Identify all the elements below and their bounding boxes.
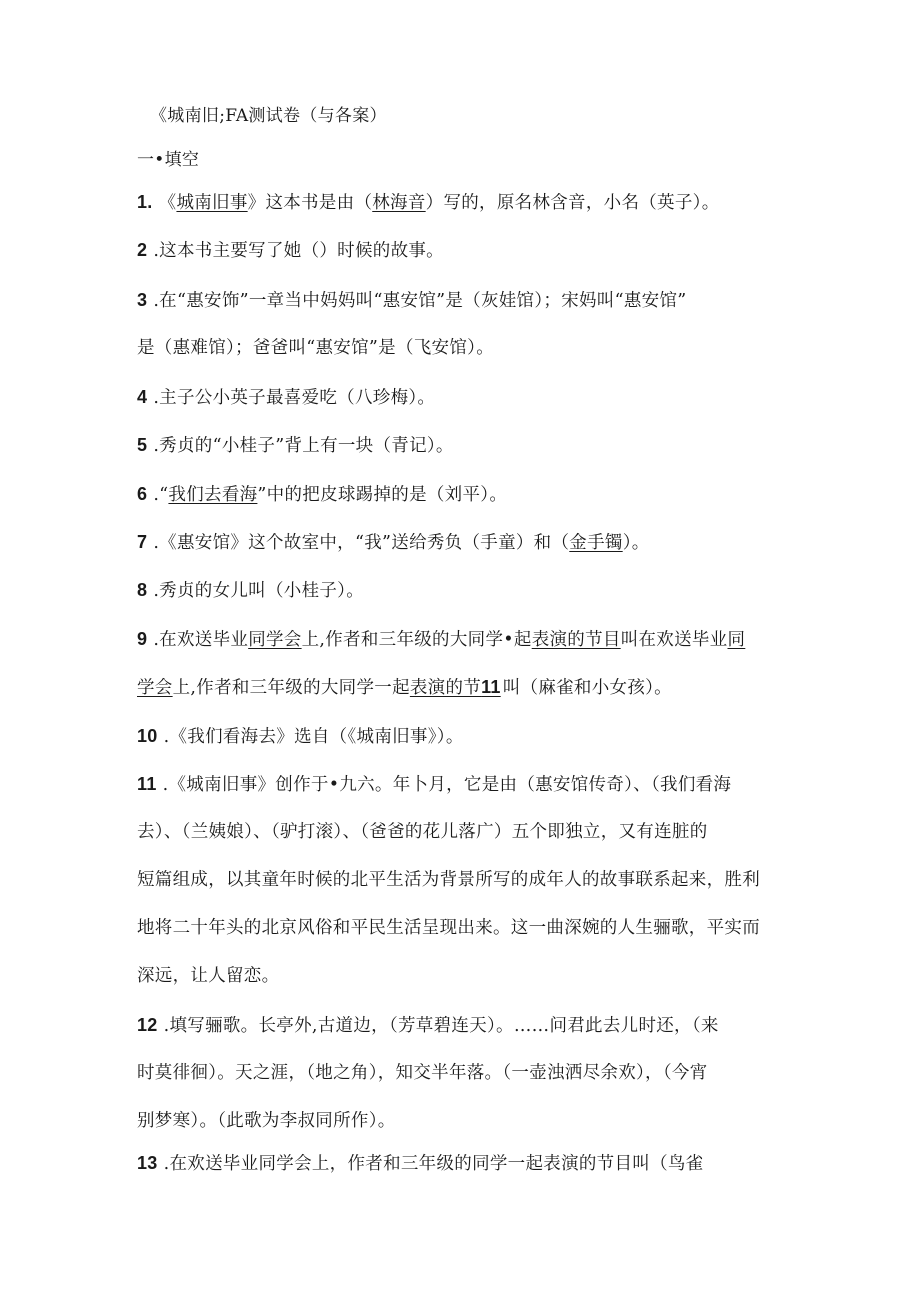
text-segment: 叫（麻雀和小女孩）。 (502, 678, 672, 698)
question-text: .秀贞的女儿叫（小桂子）。 (153, 581, 365, 601)
text-segment: 《 (158, 193, 177, 213)
question-6 (137, 482, 787, 507)
question-number: 7 (137, 532, 148, 552)
question-number: 10 (137, 726, 158, 746)
question-number: 9 (137, 629, 148, 649)
underlined-text: 城南旧事 (176, 193, 248, 213)
question-10 (137, 724, 787, 749)
underlined-text: 11 (481, 677, 501, 697)
question-number: 8 (137, 580, 148, 600)
question-text: .在“惠安饰”一章当中妈妈叫“惠安馆”是（灰娃馆）；宋妈叫“惠安馆” (153, 291, 687, 311)
text-segment: ）写的，原名林含音，小名（英子）。 (425, 193, 720, 213)
underlined-text: 学会 (137, 678, 173, 698)
underlined-text: 表演的节目 (531, 630, 621, 650)
text-segment: ”中的把皮球踢掉的是（刘平）。 (257, 485, 508, 505)
question-7 (137, 530, 787, 555)
question-number: 5 (137, 435, 148, 455)
underlined-text: 表演的节 (409, 678, 482, 698)
underlined-text: 同 (727, 630, 746, 650)
section-heading: 一•填空 (137, 150, 200, 170)
text-segment: ）。 (622, 533, 650, 553)
question-9-line-1 (137, 627, 787, 652)
question-text: .《城南旧事》创作于•九六。年卜月，它是由（惠安馆传奇）、（我们看海 (162, 775, 732, 795)
question-11-line-2: 去）、（兰姨娘）、（驴打滚）、（爸爸的花儿落广）五个即独立，又有连脏的 (137, 822, 708, 842)
question-number: 13 (137, 1153, 158, 1173)
question-number: 12 (137, 1015, 158, 1035)
underlined-text: 我们去看海 (168, 485, 258, 505)
underlined-text: 林海音 (372, 193, 426, 213)
question-number: 11 (137, 774, 157, 794)
text-segment: .在欢送毕业 (153, 630, 249, 650)
question-3-line-1 (137, 288, 787, 313)
question-number: 3 (137, 290, 148, 310)
question-4 (137, 385, 787, 410)
question-text: .填写骊歌。长亭外,古道边，（芳草碧连天）。……问君此去儿时还，（来 (163, 1016, 719, 1036)
question-text: .秀贞的“小桂子”背上有一块（青记）。 (153, 436, 454, 456)
question-1 (137, 190, 787, 215)
question-13 (137, 1151, 787, 1176)
question-text: .主子公小英子最喜爱吃（八珍梅）。 (153, 388, 436, 408)
question-text: .《我们看海去》选自（《城南旧事》）。 (163, 727, 464, 747)
question-11-line-1 (137, 772, 787, 797)
document-title: 《城南旧;FA测试卷（与各案） (150, 106, 387, 126)
question-number: 1. (137, 192, 153, 212)
question-12-line-1 (137, 1013, 787, 1038)
text-segment: 上,作者和三年级的大同学•起 (301, 630, 532, 650)
underlined-text: 金手镯 (569, 533, 623, 553)
text-segment: 叫在欢送毕业 (620, 630, 728, 650)
underlined-text: 同学会 (248, 630, 302, 650)
question-5 (137, 433, 787, 458)
question-11-line-5: 深远，让人留恋。 (137, 966, 280, 986)
text-segment: .《惠安馆》这个故室中，“我”送给秀负（手童）和（ (153, 533, 570, 553)
question-12-line-2: 时莫徘徊）。天之涯，（地之角），知交半年落。（一壶浊洒尽余欢），（今宵 (137, 1063, 708, 1083)
question-2 (137, 238, 787, 263)
question-text: .在欢送毕业同学会上，作者和三年级的同学一起表演的节目叫（鸟雀 (163, 1154, 704, 1174)
question-12-line-3: 别梦寒）。（此歌为李叔同所作）。 (137, 1111, 396, 1131)
question-number: 6 (137, 484, 148, 504)
question-number: 4 (137, 387, 148, 407)
text-segment: .“ (153, 485, 169, 505)
text-segment: 上,作者和三年级的大同学一起 (172, 678, 410, 698)
question-11-line-3: 短篇组成，以其童年时候的北平生活为背景所写的成年人的故事联系起来，胜利 (137, 870, 760, 890)
question-11-line-4: 地将二十年头的北京风俗和平民生活呈现出来。这一曲深婉的人生骊歌，平实而 (137, 918, 760, 938)
question-3-line-2: 是（惠难馆）；爸爸叫“惠安馆”是（飞安馆）。 (137, 338, 494, 358)
question-text: .这本书主要写了她（）时候的故事。 (153, 241, 444, 261)
question-number: 2 (137, 240, 148, 260)
question-8 (137, 578, 787, 603)
text-segment: 》这本书是由（ (247, 193, 373, 213)
question-9-line-2 (137, 675, 787, 700)
